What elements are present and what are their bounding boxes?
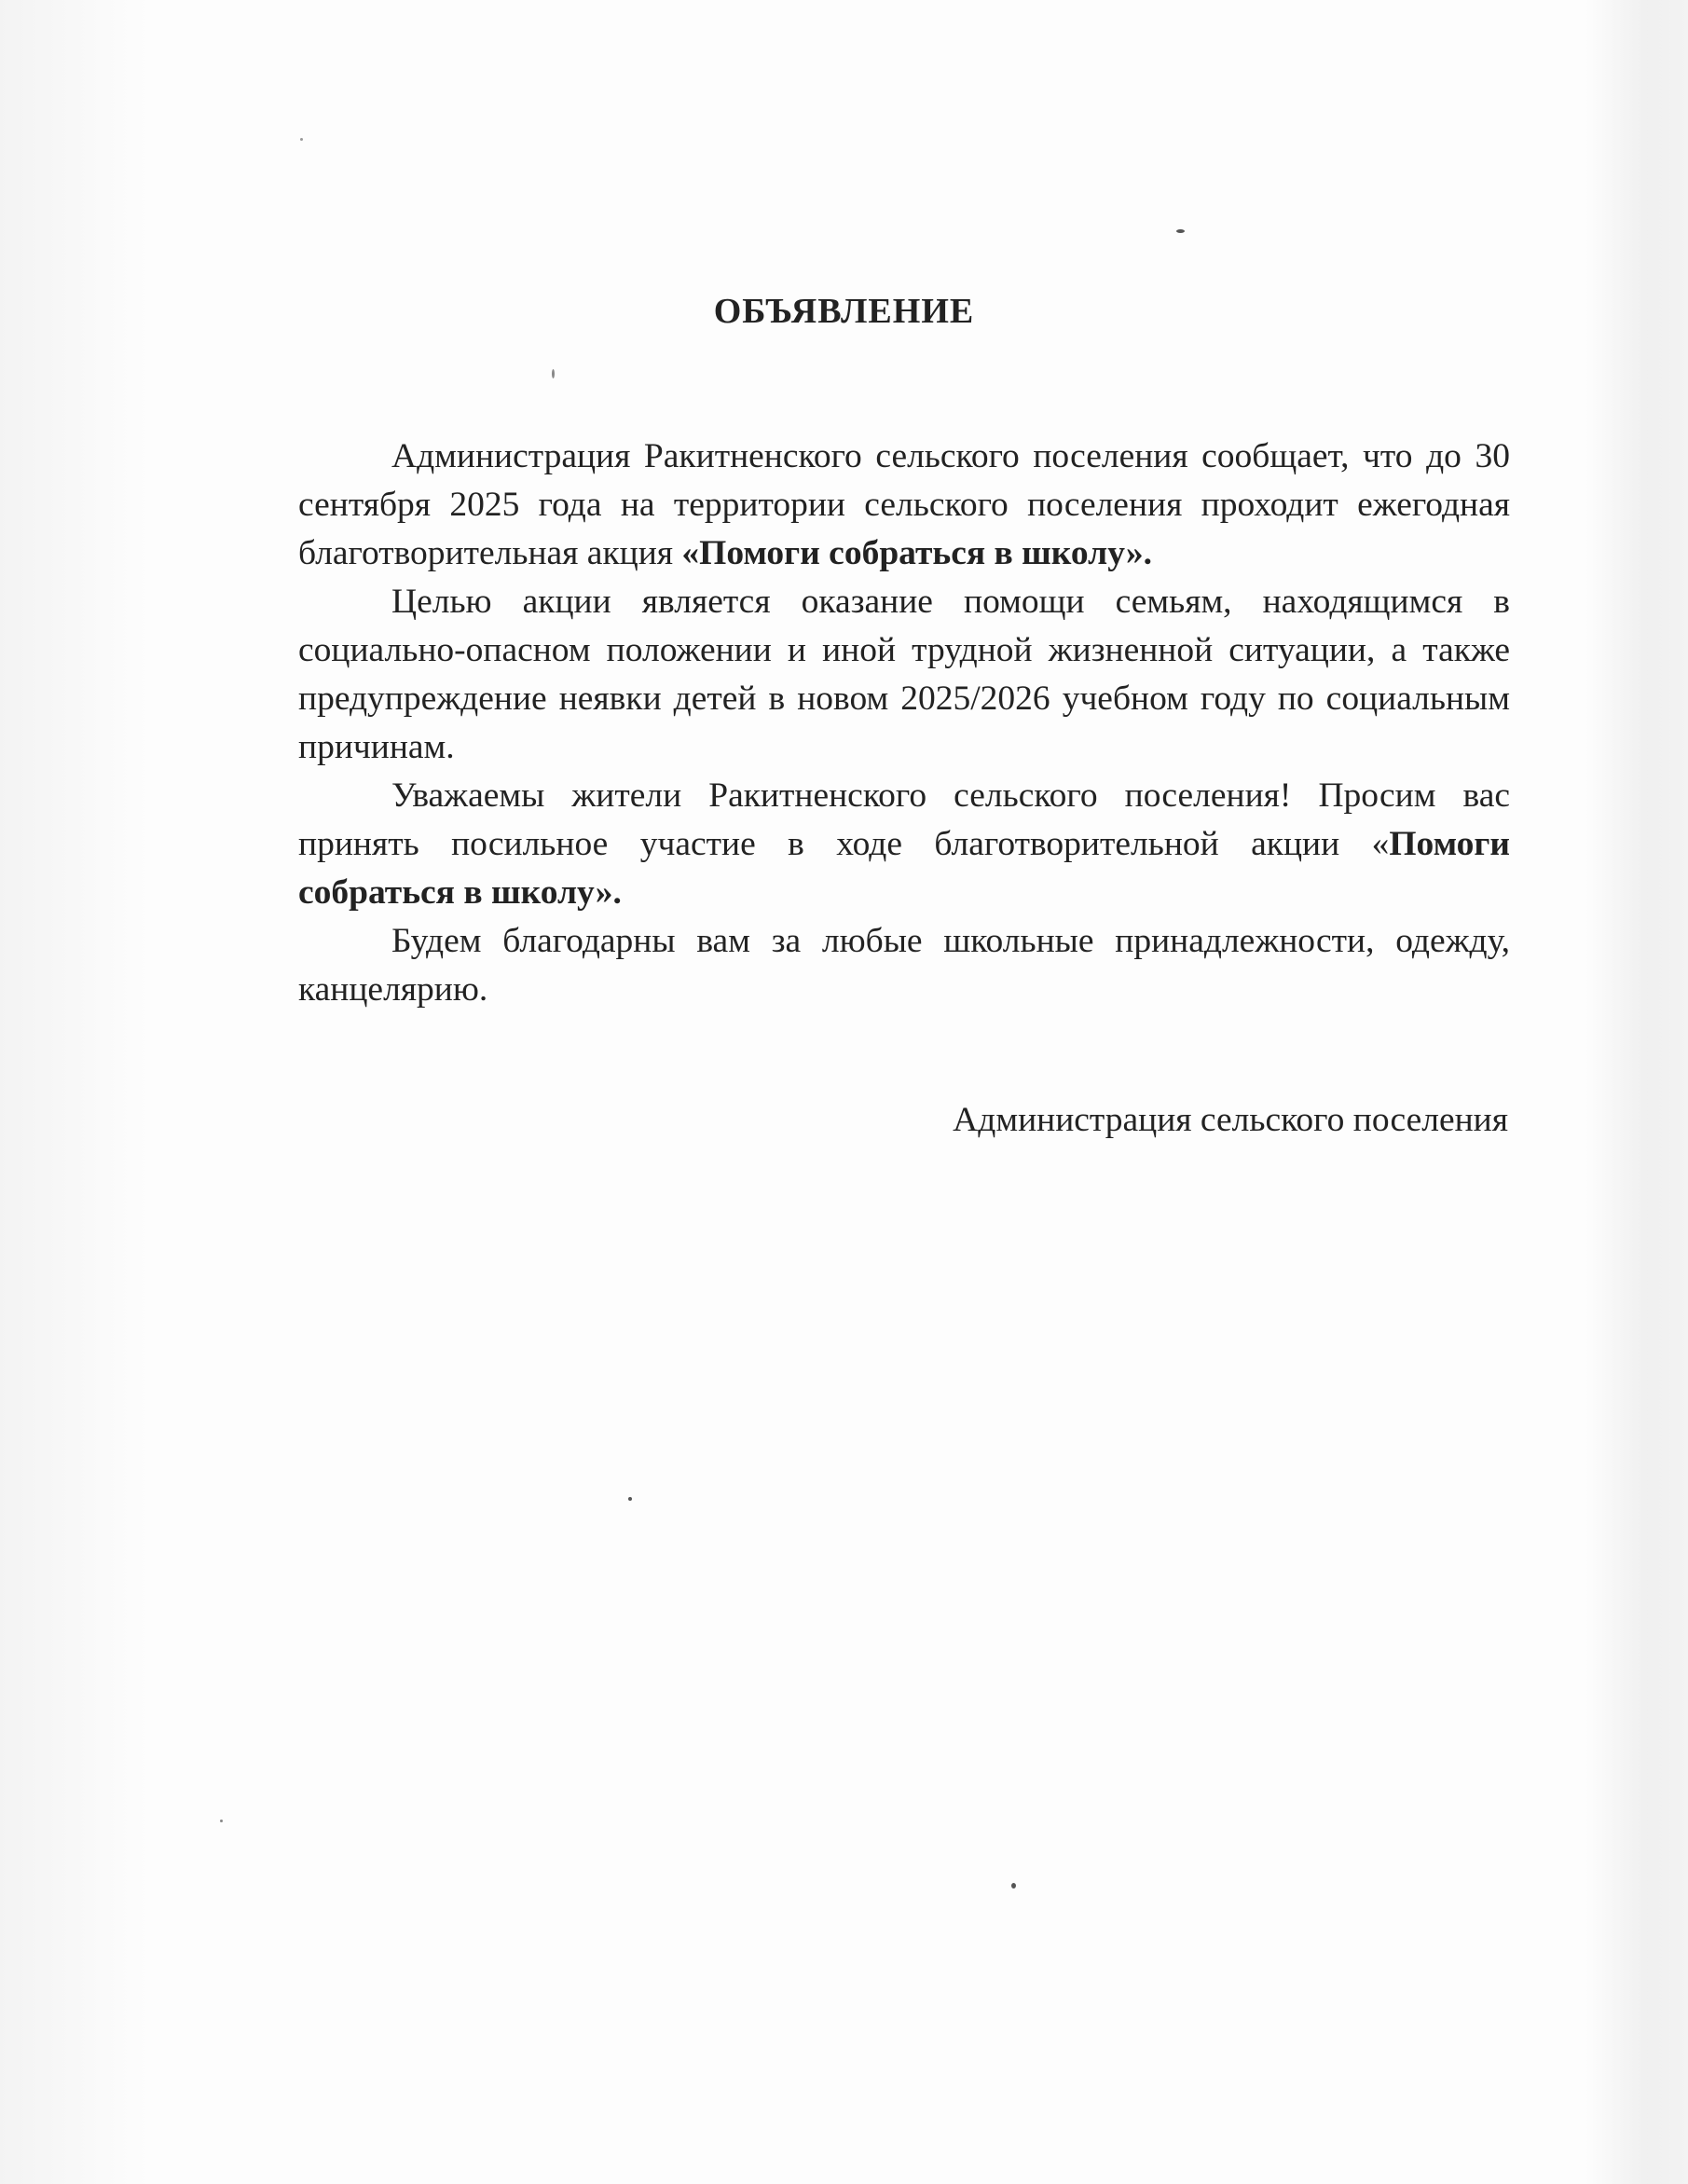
paragraph-1 bbox=[298, 433, 1510, 578]
signature: Администрация сельского поселения bbox=[953, 1101, 1508, 1139]
scan-speck bbox=[628, 1497, 632, 1501]
paragraph-4: Будем благодарны вам за любые школьные принадлежности, одежду, канцелярию. bbox=[298, 922, 1510, 1009]
paragraph-1-bold: «Помоги собраться в школу». bbox=[681, 534, 1153, 572]
announcement-title: ОБЪЯВЛЕНИЕ bbox=[713, 292, 975, 331]
paragraph-2: Целью акции является оказание помощи семьям, находящимся в социально-опасном положении и иной трудной жизненной ситуации, а также предупреждение неявки детей в новом 2025/2026 учебном году по социальным причинам. bbox=[298, 583, 1510, 766]
announcement-body bbox=[298, 433, 1510, 1014]
scan-speck bbox=[300, 138, 303, 141]
paragraph-3 bbox=[298, 772, 1510, 917]
scan-speck bbox=[1011, 1883, 1016, 1889]
paragraph-3-text: Уважаемы жители Ракитненского сельского поселения! Просим вас принять посильное участие в ходе благотворительной акции « bbox=[298, 776, 1510, 863]
paragraph-3-bold: Помоги собраться в школу». bbox=[298, 825, 1510, 912]
scan-speck bbox=[220, 1820, 223, 1822]
scan-speck bbox=[1176, 229, 1185, 233]
paragraph-1-text: Администрация Ракитненского сельского поселения сообщает, что до 30 сентября 2025 года на территории сельского поселения проходит ежегодная благотворительная акция bbox=[298, 437, 1510, 572]
scan-speck bbox=[552, 369, 555, 378]
